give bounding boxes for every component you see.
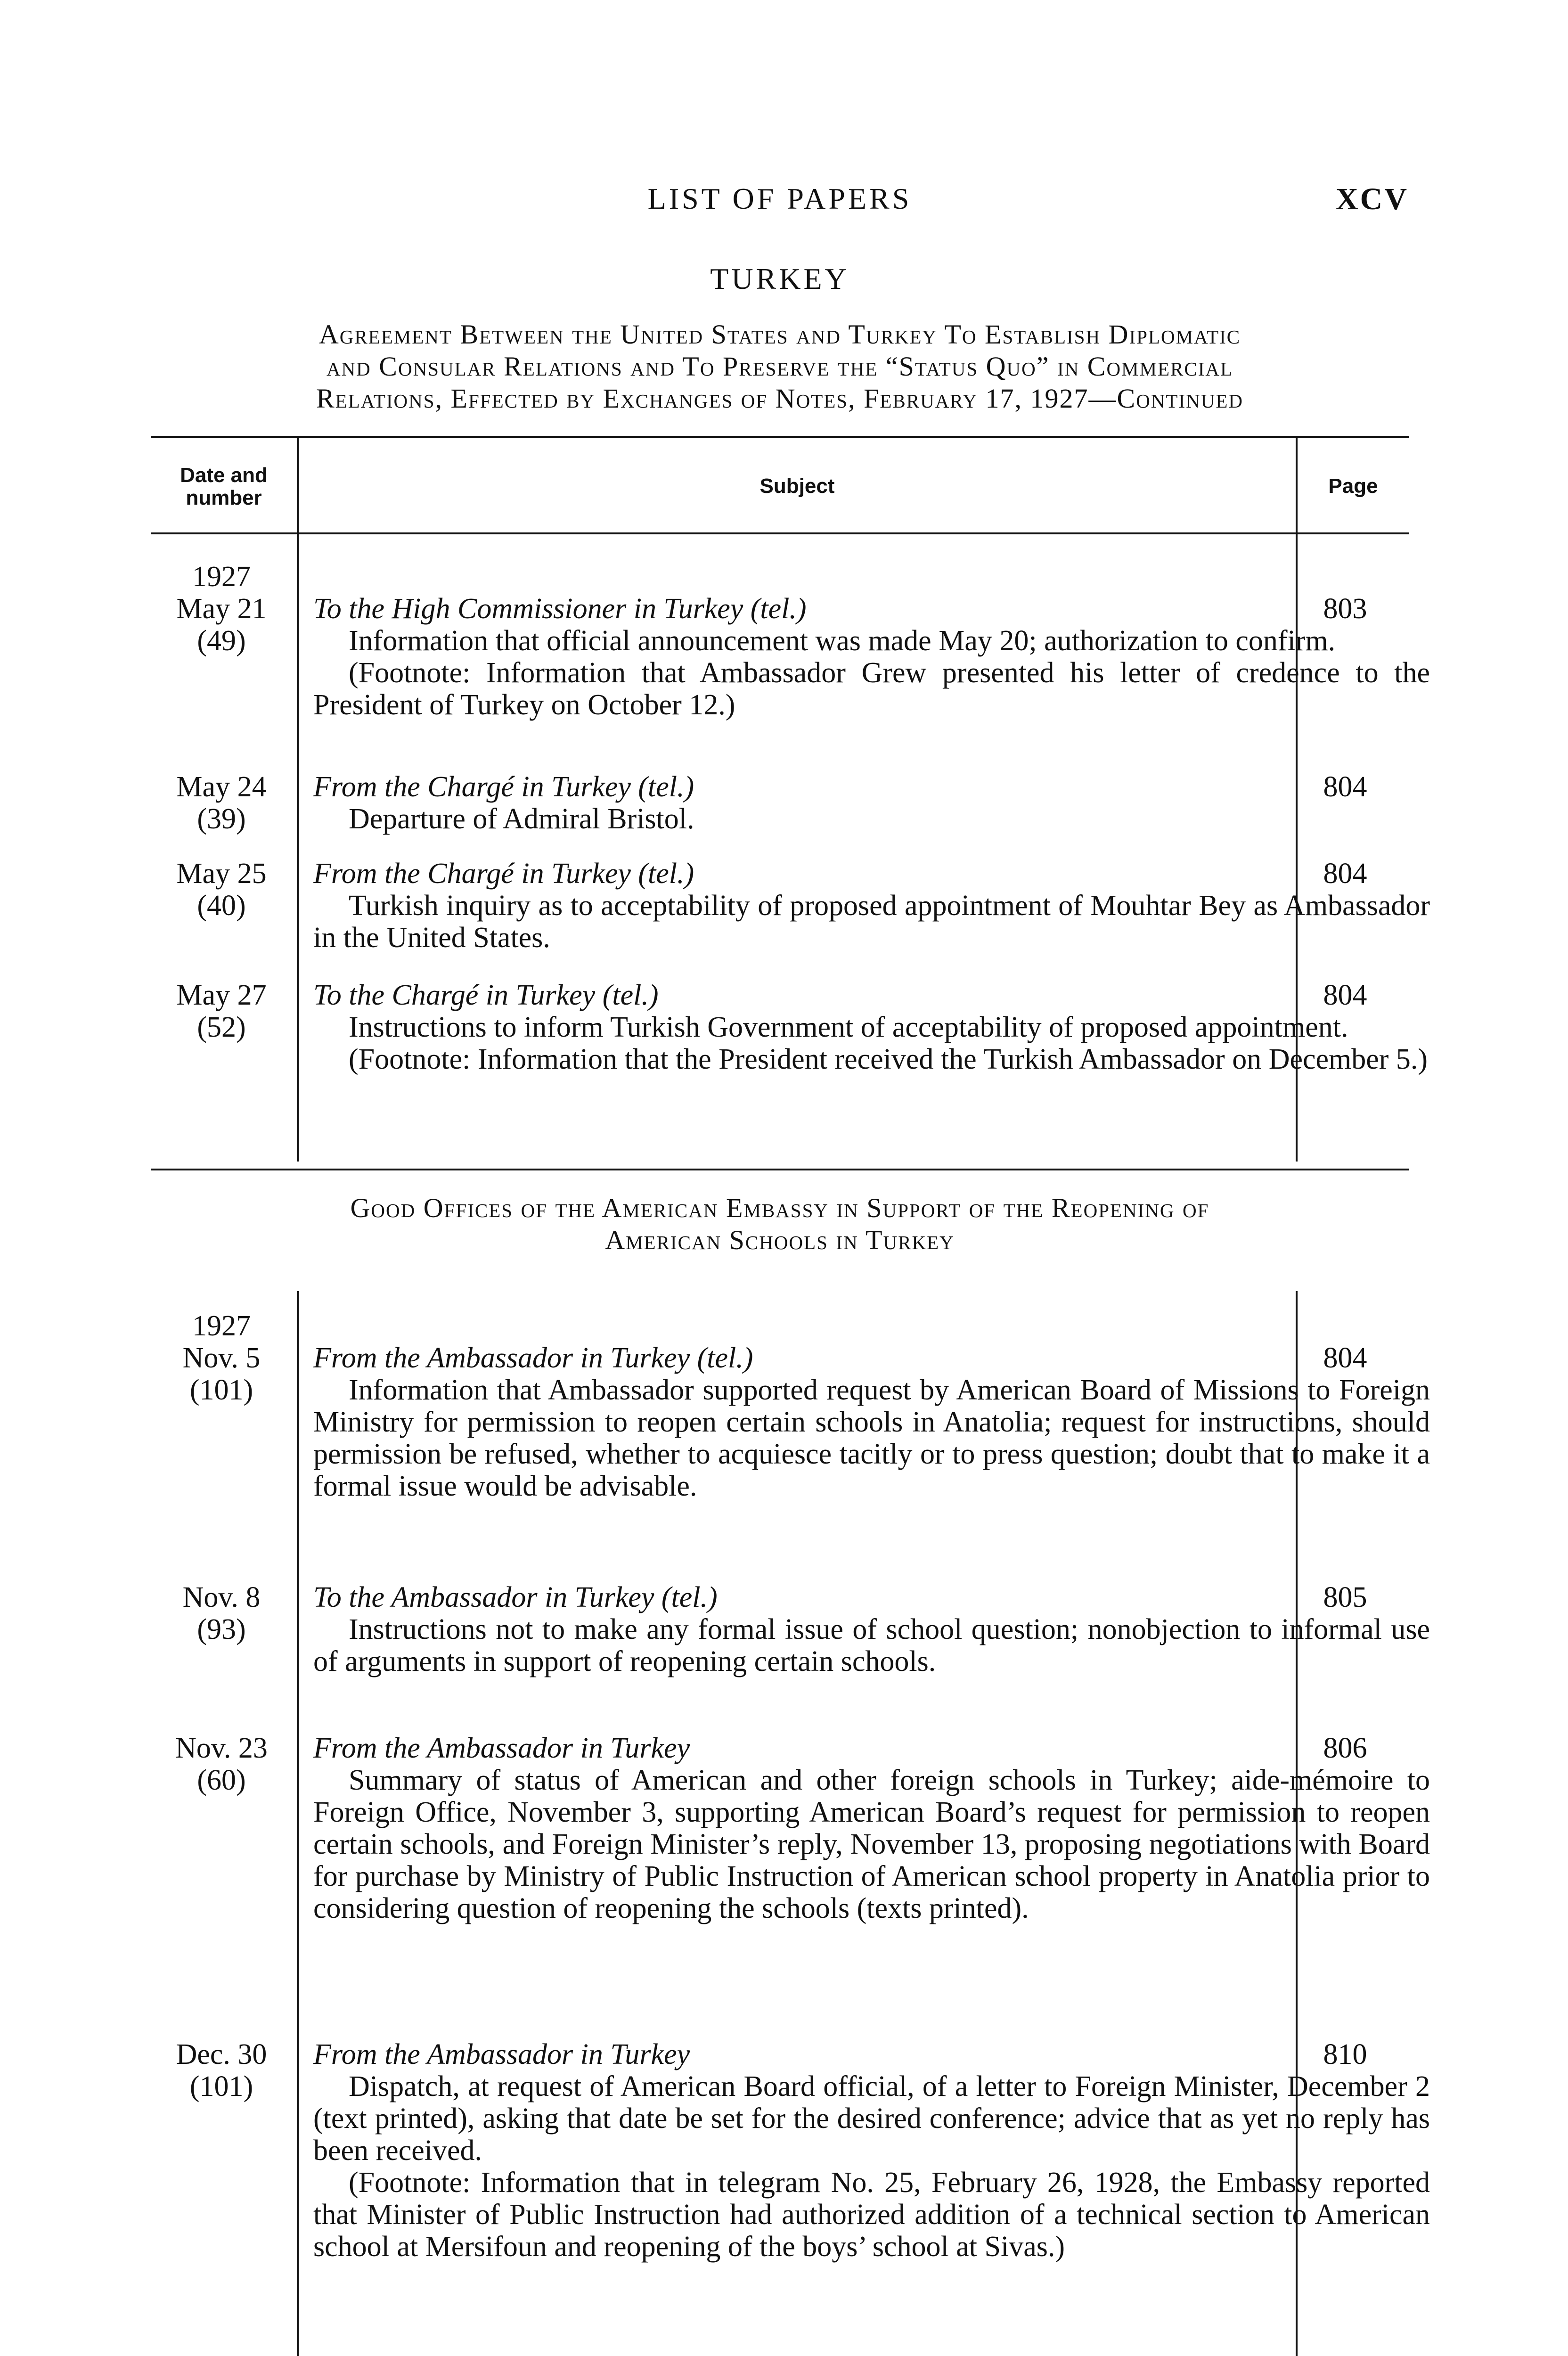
- entry-summary: Departure of Admiral Bristol.: [349, 803, 694, 835]
- section-heading-agreement: [151, 319, 1409, 415]
- running-title: LIST OF PAPERS: [647, 182, 912, 215]
- heading-line: and Consular Relations and To Preserve the “Status Quo” in Commercial: [326, 351, 1233, 382]
- entry-number: (60): [197, 1764, 246, 1796]
- entry-date-line: May 25: [176, 858, 267, 890]
- heading-line: American Schools in Turkey: [605, 1225, 955, 1255]
- entry-date: [151, 1581, 292, 1645]
- entry-date: [151, 979, 292, 1043]
- entry-subject: [313, 979, 1430, 1075]
- entry-page: 804: [1323, 771, 1367, 803]
- entry-addressee: From the Chargé in Turkey (tel.): [313, 771, 694, 803]
- entry-footnote: (Footnote: Information that in telegram No. 25, February 26, 1928, the Embassy reported that Minister of Public Instruction had authorized addition of a technical section to American school at Mersifoun and reopening of the boys’ school at Sivas.): [313, 2167, 1430, 2263]
- entry-addressee: To the Chargé in Turkey (tel.): [313, 979, 659, 1011]
- entry-subject: [313, 593, 1430, 721]
- entry-footnote: (Footnote: Information that Ambassador Grew presented his letter of credence to the President of Turkey on October 12.): [313, 657, 1430, 721]
- column-divider: [297, 1291, 299, 2356]
- entry-subject: [313, 2038, 1430, 2263]
- entry-page: 803: [1323, 593, 1367, 625]
- entry-subject: [313, 1732, 1430, 1924]
- entry-date-line: Nov. 5: [182, 1342, 261, 1374]
- entry-addressee: To the Ambassador in Turkey (tel.): [313, 1581, 718, 1613]
- entry-year: 1927: [192, 1310, 251, 1342]
- column-divider: [297, 436, 299, 1162]
- entry-summary: Information that Ambassador supported request by American Board of Missions to Foreign Ministry for permission to reopen certain schools in Anatolia; request for instructions, should permission be refused, whether to acquiesce tacitly or to press question; doubt that to make it a formal issue would be advisable.: [313, 1374, 1430, 1502]
- header-bottom-rule: [151, 532, 1409, 534]
- running-head: [151, 181, 1409, 219]
- entry-number: (49): [197, 625, 246, 657]
- entry-page: 806: [1323, 1732, 1367, 1764]
- entry-number: (93): [197, 1613, 246, 1645]
- entry-number: (101): [189, 2070, 253, 2102]
- heading-line: Relations, Effected by Exchanges of Notes, February 17, 1927—Continued: [316, 383, 1243, 414]
- entry-date-line: May 27: [176, 979, 267, 1011]
- entry-page: 810: [1323, 2038, 1367, 2070]
- entry-subject: [313, 1581, 1430, 1677]
- heading-line: Agreement Between the United States and Turkey To Establish Diplomatic: [318, 319, 1241, 350]
- entry-date-line: Nov. 8: [182, 1581, 261, 1613]
- entry-addressee: To the High Commissioner in Turkey (tel.): [313, 593, 807, 625]
- column-header-date-line: number: [186, 486, 262, 509]
- entry-addressee: From the Ambassador in Turkey (tel.): [313, 1342, 753, 1374]
- entry-page: 805: [1323, 1581, 1367, 1613]
- entry-number: (101): [189, 1374, 253, 1406]
- entry-number: (39): [197, 803, 246, 835]
- column-header-date-line: Date and: [180, 464, 268, 487]
- column-header-page: Page: [1328, 474, 1378, 498]
- entry-summary: Turkish inquiry as to acceptability of proposed appointment of Mouhtar Bey as Ambassador in the United States.: [313, 890, 1430, 954]
- entry-summary: Instructions not to make any formal issue of school question; nonobjection to informal use of arguments in support of reopening certain schools.: [313, 1613, 1430, 1677]
- entry-page: 804: [1323, 1342, 1367, 1374]
- entry-summary: Summary of status of American and other foreign schools in Turkey; aide-mémoire to Foreign Office, November 3, supporting American Board’s request for permission to reopen certain schools, and Foreign Minister’s reply, November 13, proposing negotiations with Board for purchase by Ministry of Public Instruction of American school property in Anatolia prior to considering question of reopening the schools (texts printed).: [313, 1764, 1430, 1924]
- heading-line: Good Offices of the American Embassy in Support of the Reopening of: [350, 1193, 1209, 1223]
- column-header-subject: Subject: [760, 474, 835, 498]
- entry-number: (52): [197, 1011, 246, 1043]
- entry-date-line: Nov. 23: [175, 1732, 268, 1764]
- entry-year: 1927: [192, 561, 251, 593]
- entry-page: 804: [1323, 858, 1367, 890]
- entry-subject: [313, 771, 1430, 835]
- country-heading: TURKEY: [710, 262, 849, 295]
- entry-number: (40): [197, 890, 246, 922]
- entry-subject: [313, 1342, 1430, 1502]
- table-bottom-rule: [151, 1169, 1409, 1170]
- entry-page: 804: [1323, 979, 1367, 1011]
- entry-date: [151, 561, 292, 657]
- entry-date: [151, 1310, 292, 1406]
- column-header-date: [151, 464, 297, 509]
- entry-date: [151, 1732, 292, 1796]
- entry-date-line: Dec. 30: [176, 2038, 267, 2070]
- entry-date-line: May 21: [176, 593, 267, 625]
- section-heading-good-offices: [151, 1192, 1409, 1256]
- entry-date-line: May 24: [176, 771, 267, 803]
- entry-summary: Instructions to inform Turkish Government of acceptability of proposed appointment.: [349, 1011, 1348, 1043]
- entry-subject: [313, 858, 1430, 954]
- entry-addressee: From the Chargé in Turkey (tel.): [313, 858, 694, 890]
- entry-footnote: (Footnote: Information that the President received the Turkish Ambassador on December 5.): [349, 1043, 1428, 1075]
- entry-date: [151, 858, 292, 922]
- table-top-rule: [151, 436, 1409, 438]
- entry-summary: Information that official announcement was made May 20; authorization to confirm.: [349, 625, 1336, 657]
- entry-addressee: From the Ambassador in Turkey: [313, 1732, 690, 1764]
- page-folio: XCV: [1336, 182, 1409, 216]
- entry-date: [151, 771, 292, 835]
- entry-addressee: From the Ambassador in Turkey: [313, 2038, 690, 2070]
- entry-date: [151, 2038, 292, 2102]
- entry-summary: Dispatch, at request of American Board official, of a letter to Foreign Minister, December 2 (text printed), asking that date be set for the desired conference; advice that as yet no reply has been received.: [313, 2070, 1430, 2167]
